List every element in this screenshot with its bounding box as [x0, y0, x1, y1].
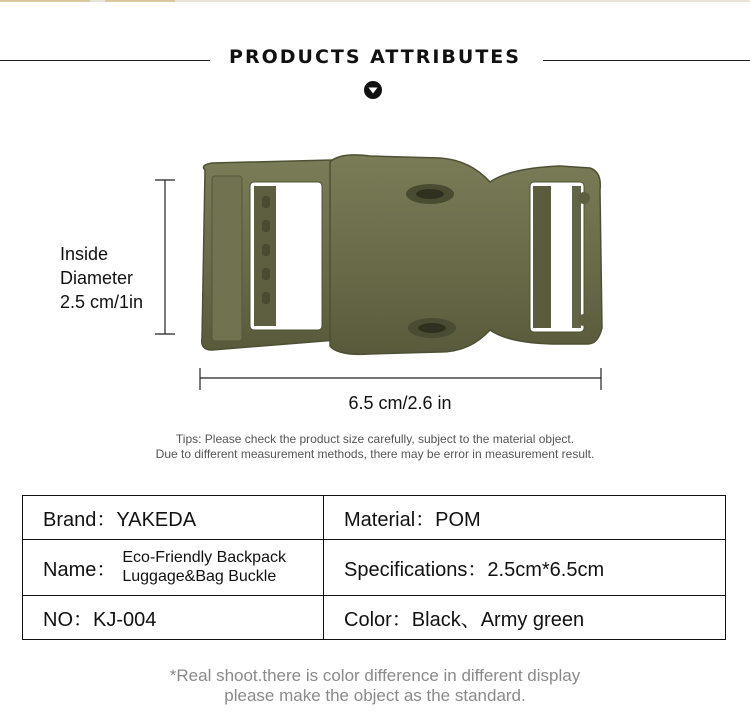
inside-label-line: 2.5 cm/1in — [60, 292, 144, 312]
specifications-label: Specifications： — [344, 558, 488, 581]
tip-line: Tips: Please check the product size carefully, subject to the material object. — [175, 432, 575, 446]
brand-label: Brand： — [43, 508, 117, 531]
brand-value: YAKEDA — [116, 508, 197, 531]
attributes-table — [22, 495, 726, 640]
specifications-cell — [324, 539, 726, 596]
table-row — [23, 539, 726, 596]
width-label: 6.5 cm/2.6 in — [348, 393, 452, 413]
name-label: Name： — [43, 558, 117, 581]
buckle-male-part — [330, 155, 602, 354]
buckle-female-part — [202, 160, 336, 350]
color-disclaimer — [0, 666, 750, 706]
material-label: Material： — [344, 508, 436, 531]
no-cell — [23, 596, 324, 640]
height-dimension-line — [155, 180, 175, 334]
color-value: Black、Army green — [411, 609, 585, 632]
section-title-text: PRODUCTS ATTRIBUTES — [223, 46, 527, 68]
width-dimension-line — [200, 368, 601, 390]
material-cell — [324, 496, 726, 540]
table-row — [23, 596, 726, 640]
color-label: Color： — [344, 609, 412, 632]
size-tips — [0, 432, 750, 462]
disclaimer-line: *Real shoot.there is color difference in different display — [169, 666, 581, 685]
color-cell — [324, 596, 726, 640]
table-row — [23, 496, 726, 540]
name-value-line: Eco-Friendly Backpack — [122, 549, 286, 567]
disclaimer-line: please make the object as the standard. — [224, 686, 526, 705]
material-value: POM — [435, 508, 481, 531]
name-value — [122, 548, 286, 586]
name-cell — [23, 539, 324, 596]
inside-label-line: Diameter — [60, 268, 134, 288]
no-value: KJ-004 — [93, 609, 157, 632]
specifications-value: 2.5cm*6.5cm — [487, 558, 605, 581]
inside-label-line: Inside — [60, 244, 109, 264]
name-value-line: Luggage&Bag Buckle — [122, 568, 277, 586]
tip-line: Due to different measurement methods, there may be error in measurement result. — [155, 447, 595, 461]
inside-diameter-label — [60, 242, 143, 314]
no-label: NO： — [43, 609, 93, 632]
brand-cell — [23, 496, 324, 540]
